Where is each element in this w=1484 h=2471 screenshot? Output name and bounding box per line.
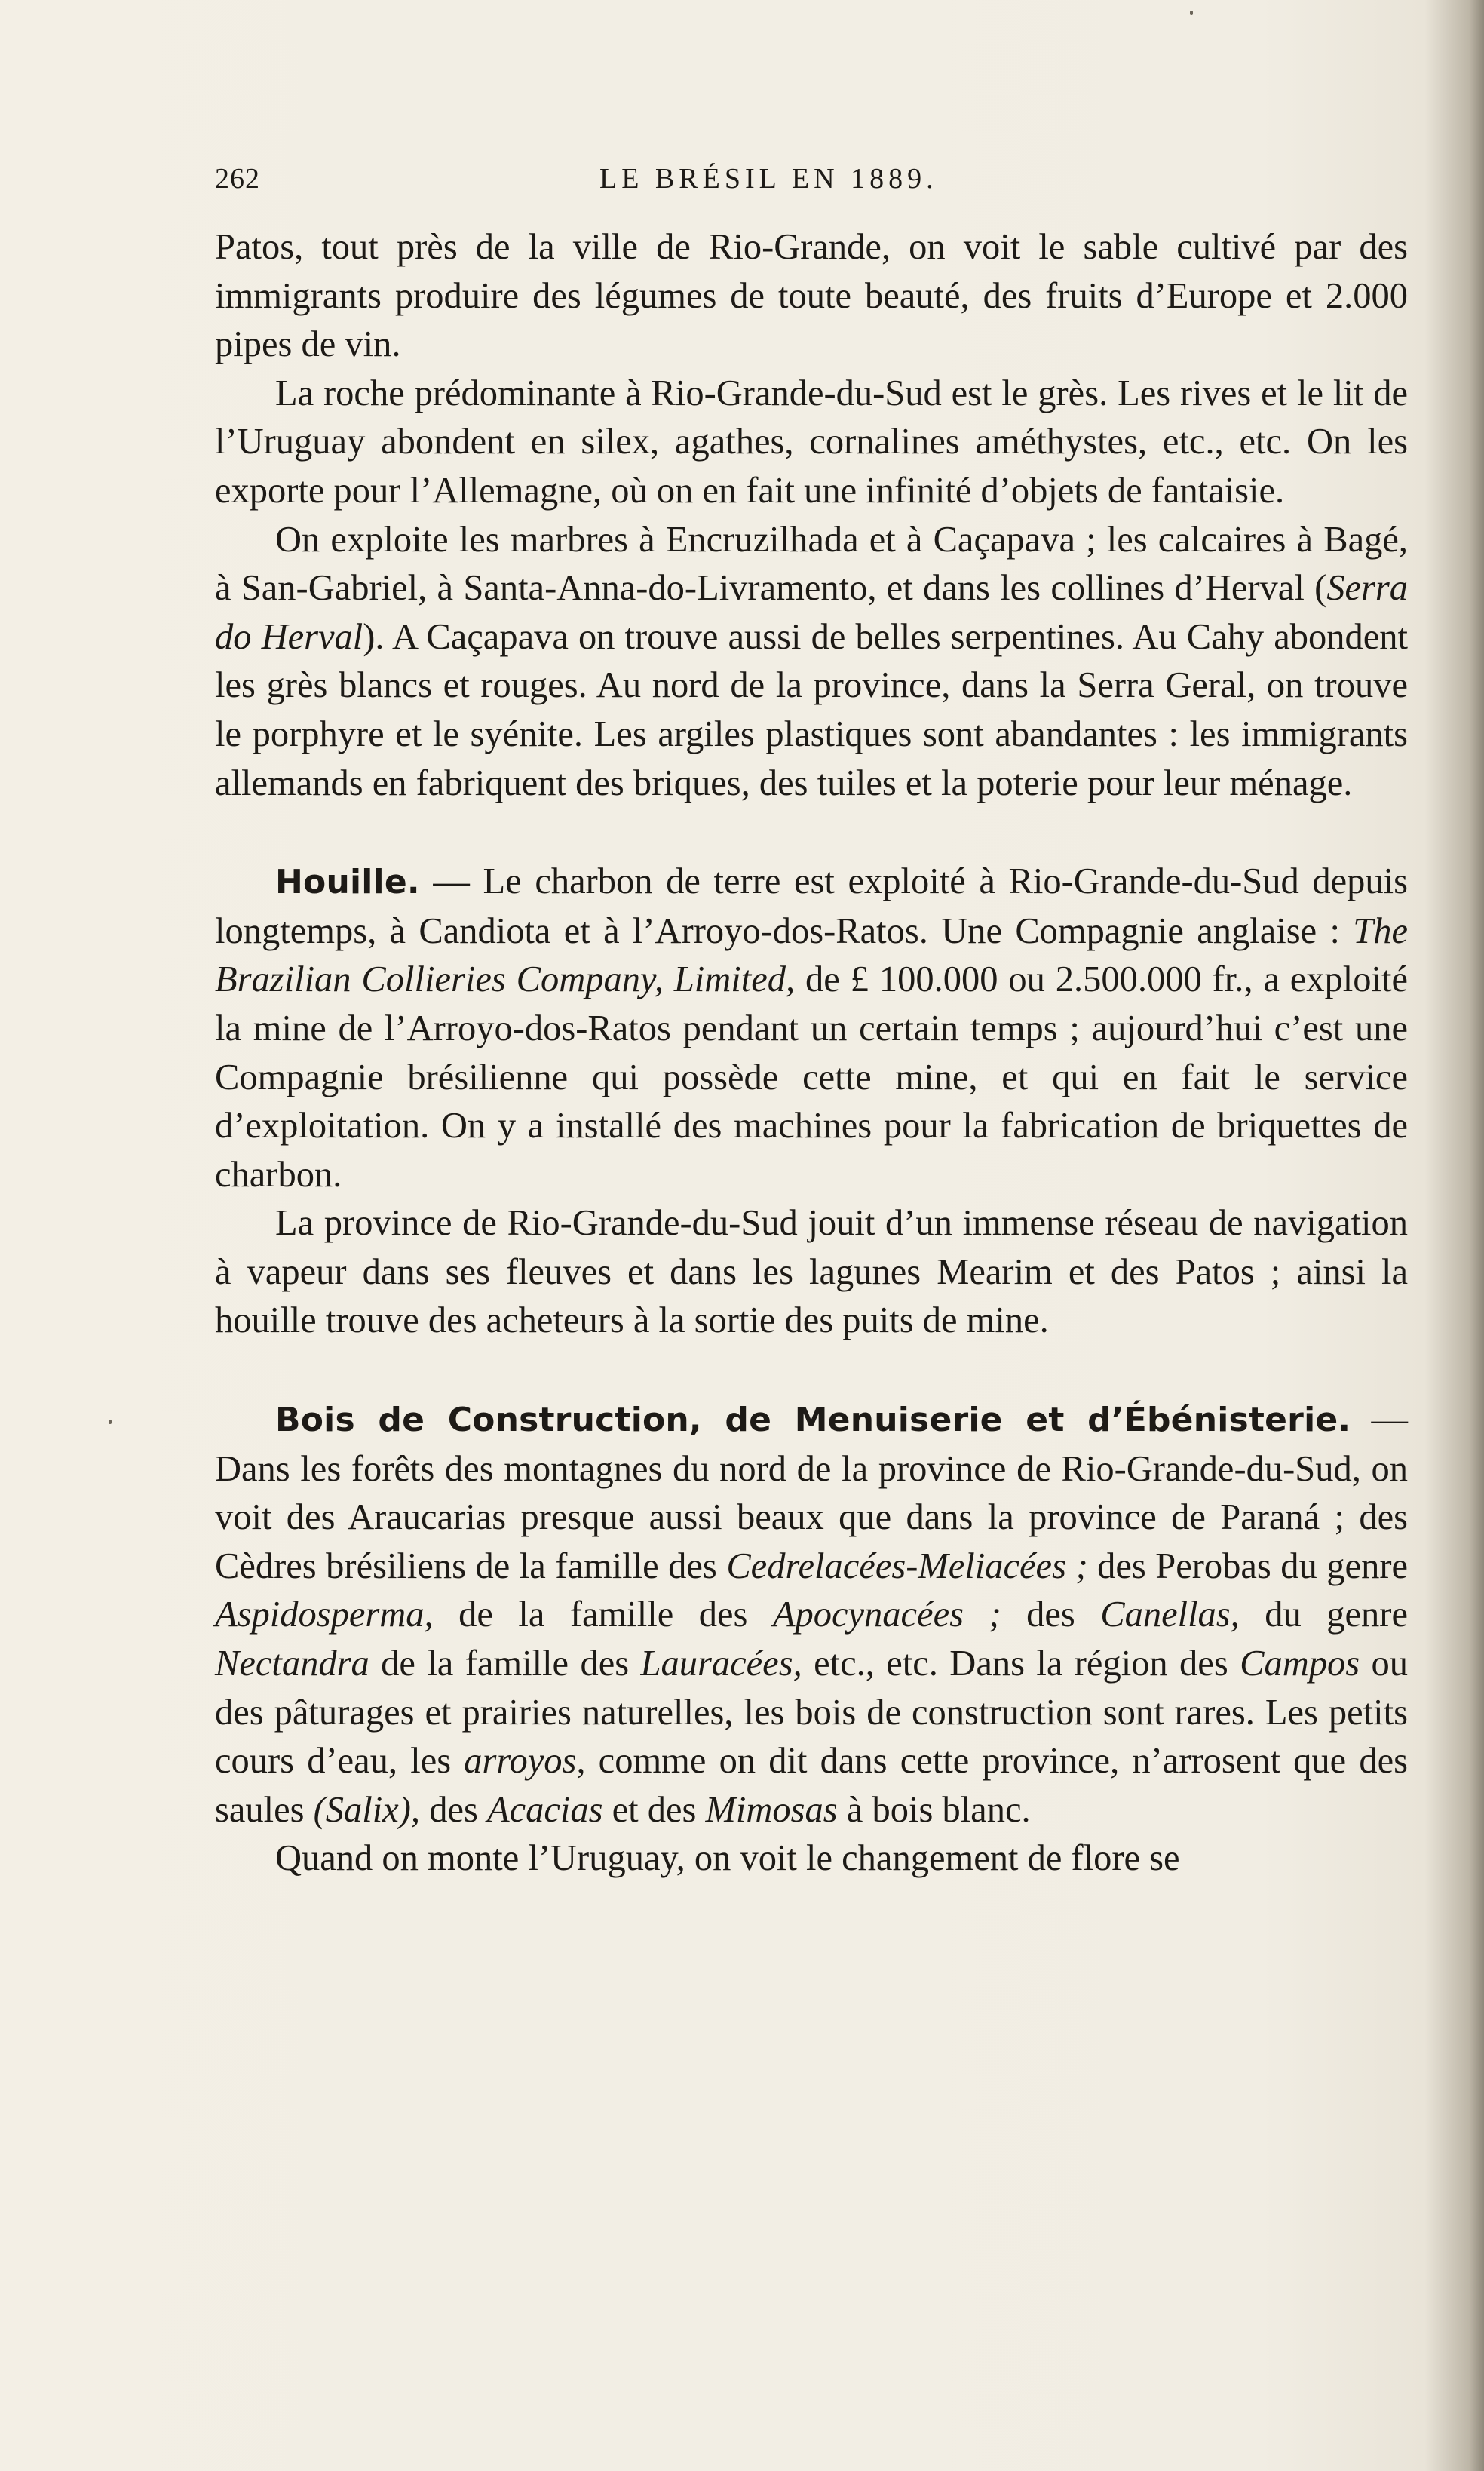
paragraph-navigation: La province de Rio-Grande-du-Sud jouit d’un immense réseau de navigation à vapeur dans ses fleuves et dans les lagunes Mearim et des Patos ; ainsi la houille trouve des acheteurs à la sortie des puits de mine. <box>215 1203 1408 1341</box>
section-title-bois: Bois de Construction, de Menuiserie et d’Ébénisterie. <box>275 1401 1351 1440</box>
section-title-houille: Houille. <box>275 863 420 902</box>
paragraph-bois: Bois de Construction, de Menuiserie et d’Ébénisterie. — Dans les forêts des montagnes du nord de la province de Rio-Grande-du-Sud, on voit des Araucarias presque aussi beaux que dans la province de Paraná ; des Cèdres brésiliens de la famille des Cedrelacées-Meliacées ; des Perobas du genre Aspidosperma, de la famille des Apocynacées ; des Canellas, du genre Nectandra de la famille des Lauracées, etc., etc. Dans la région des Campos ou des pâturages et prairies naturelles, les bois de construction sont rares. Les petits cours d’eau, les arroyos, comme on dit dans cette province, n’arrosent que des saules (Salix), des Acacias et des Mimosas à bois blanc. <box>215 1399 1408 1830</box>
page-number: 262 <box>215 163 260 195</box>
paper-speck <box>1190 11 1193 15</box>
page-header <box>215 162 1041 207</box>
paper-speck <box>109 1420 112 1424</box>
paragraph-patos: Patos, tout près de la ville de Rio-Grande, on voit le sable cultivé par des immigrants produire des légumes de toute beauté, des fruits d’Europe et 2.000 pipes de vin. <box>215 227 1408 365</box>
paragraph-marbres: On exploite les marbres à Encruzilhada et à Caçapava ; les calcaires à Bagé, à San-Gabriel, à Santa-Anna-do-Livramento, et dans les collines d’Herval (Serra do Herval). A Caçapava on trouve aussi de belles serpentines. Au Cahy abondent les grès blancs et rouges. Au nord de la province, dans la Serra Geral, on trouve le porphyre et le syénite. Les argiles plastiques sont abandantes : les immigrants allemands en fabriquent des briques, des tuiles et la poterie pour leur ménage. <box>215 519 1408 803</box>
running-title: LE BRÉSIL EN 1889. <box>599 163 938 195</box>
body-text <box>215 223 1408 1883</box>
paragraph-uruguay: Quand on monte l’Uruguay, on voit le changement de flore se <box>275 1838 1180 1879</box>
paragraph-houille: Houille. — Le charbon de terre est exploité à Rio-Grande-du-Sud depuis longtemps, à Candiota et à l’Arroyo-dos-Ratos. Une Compagnie anglaise : The Brazilian Collieries Company, Limited, de £ 100.000 ou 2.500.000 fr., a exploité la mine de l’Arroyo-dos-Ratos pendant un certain temps ; aujourd’hui c’est une Compagnie brésilienne qui possède cette mine, et qui en fait le service d’exploitation. On y a installé des machines pour la fabrication de briquettes de charbon. <box>215 861 1408 1195</box>
paragraph-roche: La roche prédominante à Rio-Grande-du-Sud est le grès. Les rives et le lit de l’Uruguay abondent en silex, agathes, cornalines améthystes, etc., etc. On les exporte pour l’Allemagne, où on en fait une infinité d’objets de fantaisie. <box>215 373 1408 511</box>
